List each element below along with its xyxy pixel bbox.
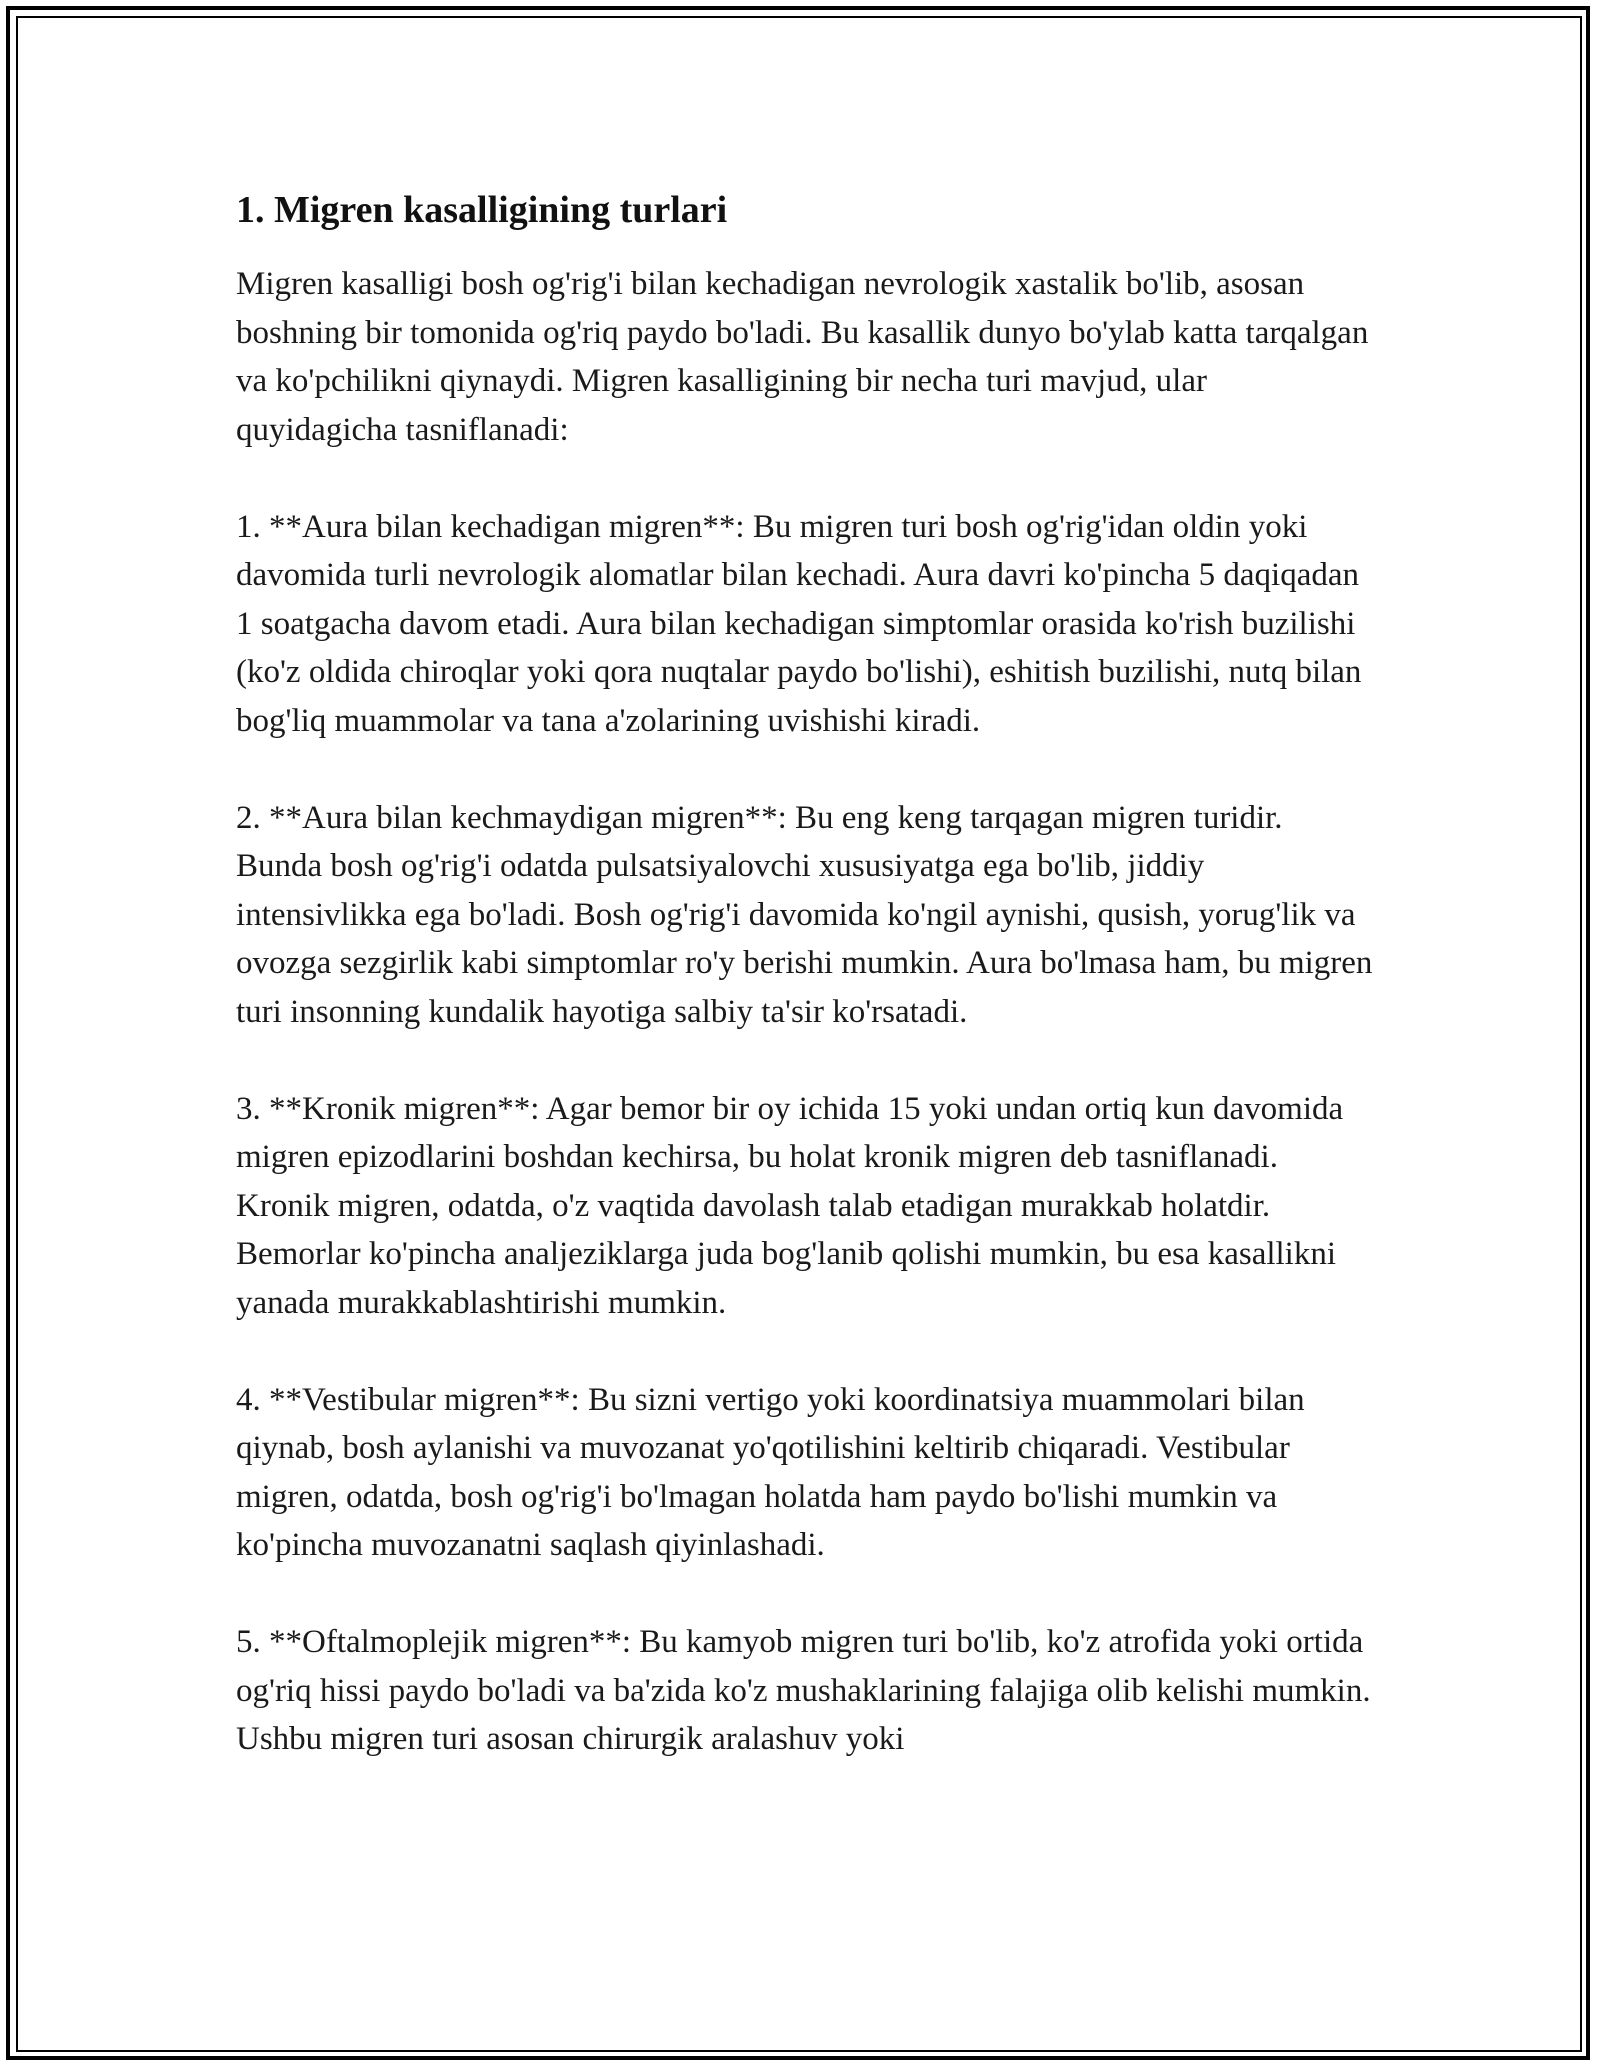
list-item-vestibular-migraine: 4. **Vestibular migren**: Bu sizni vertigo yoki koordinatsiya muammolari bilan qiynab, bosh aylanishi va muvozanat yo'qotilishini keltirib chiqaradi. Vestibular migren, odatda, bosh og'rig'i bo'lmagan holatda ham paydo bo'lishi mumkin va ko'pincha muvozanatni saqlash qiyinlashadi. — [236, 1381, 1305, 1563]
section-heading: 1. Migren kasalligining turlari — [236, 189, 728, 231]
intro-paragraph: Migren kasalligi bosh og'rig'i bilan kechadigan nevrologik xastalik bo'lib, asosan boshning bir tomonida og'riq paydo bo'ladi. Bu kasallik dunyo bo'ylab katta tarqalgan va ko'pchilikni qiynaydi. Migren kasalligining bir necha turi mavjud, ular quyidagicha tasniflanadi: — [236, 266, 1369, 448]
list-item-chronic-migraine: 3. **Kronik migren**: Agar bemor bir oy ichida 15 yoki undan ortiq kun davomida migren epizodlarini boshdan kechirsa, bu holat kronik migren deb tasniflanadi. Kronik migren, odatda, o'z vaqtida davolash talab etadigan murakkab holatdir. Bemorlar ko'pincha analjeziklarga juda bog'lanib qolishi mumkin, bu esa kasallikni yanada murakkablashtirishi mumkin. — [236, 1090, 1344, 1321]
list-item-aura-migraine: 1. **Aura bilan kechadigan migren**: Bu migren turi bosh og'rig'idan oldin yoki davomida turli nevrologik alomatlar bilan kechadi. Aura davri ko'pincha 5 daqiqadan 1 soatgacha davom etadi. Aura bilan kechadigan simptomlar orasida ko'rish buzilishi (ko'z oldida chiroqlar yoki qora nuqtalar paydo bo'lishi), eshitish buzilishi, nutq bilan bog'liq muammolar va tana a'zolarining uvishishi kiradi. — [236, 508, 1362, 739]
document-body — [236, 186, 1376, 1812]
list-item-ophthalmoplegic-migraine: 5. **Oftalmoplejik migren**: Bu kamyob migren turi bo'lib, ko'z atrofida yoki ortida og'riq hissi paydo bo'ladi va ba'zida ko'z mushaklarining falajiga olib kelishi mumkin. Ushbu migren turi asosan chirurgik aralashuv yoki — [236, 1624, 1371, 1757]
list-item-no-aura-migraine: 2. **Aura bilan kechmaydigan migren**: Bu eng keng tarqagan migren turidir. Bunda bosh og'rig'i odatda pulsatsiyalovchi xususiyatga ega bo'lib, jiddiy intensivlikka ega bo'ladi. Bosh og'rig'i davomida ko'ngil aynishi, qusish, yorug'lik va ovozga sezgirlik kabi simptomlar ro'y berishi mumkin. Aura bo'lmasa ham, bu migren turi insonning kundalik hayotiga salbiy ta'sir ko'rsatadi. — [236, 799, 1373, 1030]
